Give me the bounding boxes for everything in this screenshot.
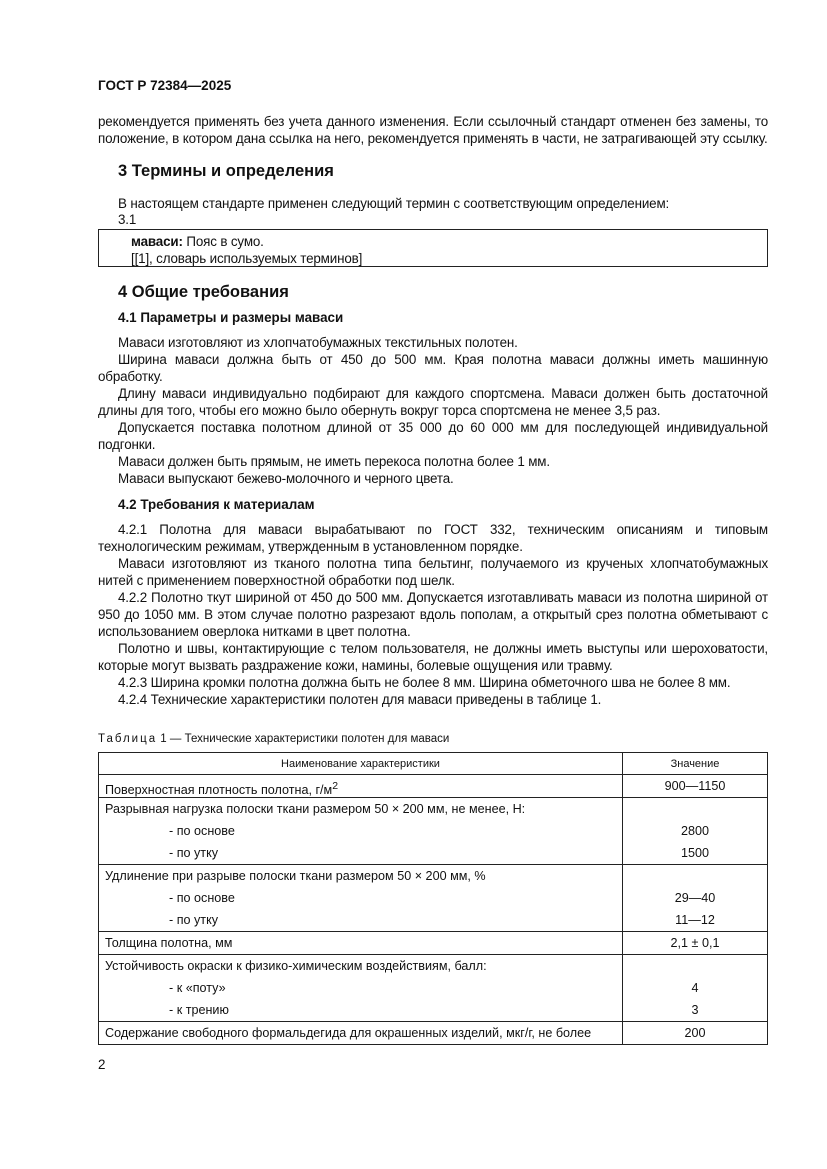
row-name-text: Поверхностная плотность полотна, г/м	[105, 783, 333, 798]
paragraph: Маваси выпускают бежево-молочного и черного цвета.	[118, 471, 454, 486]
term-definition-box	[98, 229, 768, 267]
table-container	[98, 752, 768, 1045]
row-name	[105, 775, 616, 797]
page-number: 2	[98, 1057, 106, 1072]
row-value: 4	[691, 981, 699, 995]
paragraph: Маваси изготовляют из хлопчатобумажных текстильных полотен.	[118, 335, 518, 350]
row-name: Разрывная нагрузка полоски ткани размером 50 × 200 мм, не менее, Н:	[105, 802, 526, 816]
row-subname: - по основе	[169, 891, 235, 905]
row-name-sup: 2	[332, 780, 339, 792]
table-caption-label: Таблица	[98, 733, 158, 745]
document-header: ГОСТ Р 72384—2025	[98, 78, 232, 93]
paragraph: 4.2.1 Полотна для маваси вырабатывают по ГОСТ 332, техническим описаниям и типовым технологическим режимам, утвержденным в установленном порядке.	[98, 522, 768, 554]
row-value: 200	[684, 1026, 706, 1040]
row-subname: - к трению	[169, 1003, 229, 1017]
row-subname: - по утку	[169, 846, 219, 860]
term: маваси:	[131, 234, 183, 249]
row-name: Содержание свободного формальдегида для окрашенных изделий, мкг/г, не более	[105, 1026, 592, 1040]
paragraph: 4.2.4 Технические характеристики полотен для маваси приведены в таблице 1.	[118, 692, 602, 707]
term-source: [[1], словарь используемых терминов]	[131, 251, 363, 266]
row-name: Устойчивость окраски к физико-химическим воздействиям, балл:	[105, 959, 487, 973]
section-4-title: 4 Общие требования	[118, 283, 289, 301]
table-row	[99, 865, 768, 932]
section-4-1-body	[98, 334, 768, 487]
characteristics-table	[98, 752, 768, 1045]
table-row	[99, 932, 768, 955]
row-value: 3	[691, 1003, 699, 1017]
table-row	[99, 775, 768, 798]
table-caption-text: 1 — Технические характеристики полотен для маваси	[157, 733, 450, 745]
term-definition: Пояс в сумо.	[186, 234, 264, 249]
row-name: Толщина полотна, мм	[105, 936, 233, 950]
section-4-1-title: 4.1 Параметры и размеры маваси	[118, 310, 344, 325]
paragraph: Полотно и швы, контактирующие с телом пользователя, не должны иметь выступы или шероховатости, которые могут вызвать раздражение кожи, намины, болевые ощущения или травму.	[98, 641, 768, 673]
paragraph: Маваси изготовляют из тканого полотна типа бельтинг, получаемого из крученых хлопчатобумажных нитей с применением поверхностной обработки под шелк.	[98, 556, 768, 588]
column-header-value: Значение	[623, 753, 768, 775]
table-row	[99, 798, 768, 865]
row-value: 900—1150	[664, 779, 726, 793]
section-4-2-body	[98, 521, 768, 708]
intro-paragraph: рекомендуется применять без учета данного изменения. Если ссылочный стандарт отменен без замены, то положение, в котором дана ссылка на него, рекомендуется применять в части, не затрагивающей эту ссылку.	[98, 114, 768, 146]
paragraph: Маваси должен быть прямым, не иметь перекоса полотна более 1 мм.	[118, 454, 550, 469]
row-value: 2800	[680, 824, 710, 838]
row-subname: - по утку	[169, 913, 219, 927]
row-value: 29—40	[674, 891, 716, 905]
section-4-2-title: 4.2 Требования к материалам	[118, 497, 315, 512]
column-header-name: Наименование характеристики	[99, 753, 623, 775]
table-row	[99, 955, 768, 1022]
paragraph: 4.2.3 Ширина кромки полотна должна быть не более 8 мм. Ширина обметочного шва не более 8 мм.	[118, 675, 731, 690]
row-value: 11—12	[675, 913, 715, 927]
row-name: Удлинение при разрыве полоски ткани размером 50 × 200 мм, %	[105, 869, 486, 883]
row-subname: - к «поту»	[169, 981, 226, 995]
row-value: 1500	[680, 846, 710, 860]
section-3-intro: В настоящем стандарте применен следующий термин с соответствующим определением:	[118, 196, 670, 211]
section-3-title: 3 Термины и определения	[118, 162, 334, 180]
table-row	[99, 1022, 768, 1045]
table-caption	[98, 733, 768, 745]
paragraph: Длину маваси индивидуально подбирают для каждого спортсмена. Маваси должен быть достаточной длины для того, чтобы его можно было обернуть вокруг торса спортсмена не менее 3,5 раз.	[98, 386, 768, 418]
row-subname: - по основе	[169, 824, 235, 838]
paragraph: 4.2.2 Полотно ткут шириной от 450 до 500 мм. Допускается изготавливать маваси из полотна шириной от 950 до 1050 мм. В этом случае полотно разрезают вдоль пополам, а открытый срез полотна обметывают с использованием оверлока нитками в цвет полотна.	[98, 590, 768, 639]
paragraph: Ширина маваси должна быть от 450 до 500 мм. Края полотна маваси должны иметь машинную обработку.	[98, 352, 768, 384]
term-number: 3.1	[118, 212, 137, 227]
row-value: 2,1 ± 0,1	[670, 936, 720, 950]
table-header-row	[99, 753, 768, 775]
paragraph: Допускается поставка полотном длиной от 35 000 до 60 000 мм для последующей индивидуальной подгонки.	[98, 420, 768, 452]
